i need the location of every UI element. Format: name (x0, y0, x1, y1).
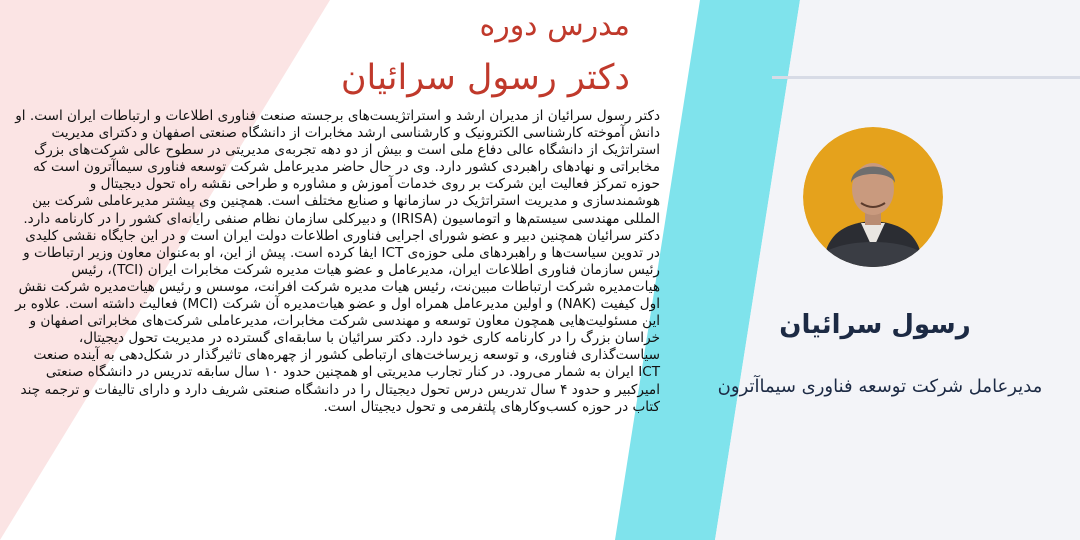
course-instructor-heading: مدرس دوره (479, 8, 630, 43)
instructor-name-heading: دکتر رسول سرائیان (340, 58, 630, 98)
person-title: مدیرعامل شرکت توسعه فناوری سیماآترون (717, 376, 1043, 397)
instructor-bio: دکتر رسول سرائیان از مدیران ارشد و استراتژیست‌های برجسته صنعت فناوری اطلاعات و ارتباطات ایران است. او دانش آموخته کارشناسی الکترونیک و کارشناسی ارشد مخابرات از دانشگاه صنعتی اصفهان و دکترای مدیریت استراتژیک از دانشگاه عالی دفاع ملی است و بیش از دو دهه تجربه‌ی مدیریتی در سطوح عالی شرکت‌های بزرگ مخابراتی و نهادهای راهبردی کشور دارد. وی در حال حاضر مدیرعامل شرکت توسعه فناوری سیماآترون است که حوزه تمرکز فعالیت این شرکت بر روی خدمات آموزش و مشاوره و طراحی نقشه راه تحول دیجیتال و هوشمندسازی و مدیریت استراتژیک در سازمانها و صنایع مختلف است. همچنین وی پیشتر مدیرعاملی شرکت بین المللی مهندسی سیستم‌ها و اتوماسیون (IRISA) و دبیرکلی سازمان نظام صنفی رایانه‌ای کشور را در کارنامه دارد. دکتر سرائیان همچنین دبیر و عضو شورای اجرایی فناوری اطلاعات دولت ایران است و در این جایگاه نقشی کلیدی در تدوین سیاست‌ها و راهبردهای ملی حوزه‌ی ICT ایفا کرده است. پیش از این، او به‌عنوان معاون وزیر ارتباطات و رئیس سازمان فناوری اطلاعات ایران، مدیرعامل و عضو هیات مدیره شرکت مخابرات ایران (TCI)، رئیس هیات‌مدیره شرکت ارتباطات مبین‌نت، رئیس هیات مدیره شرکت افرانت، موسس و رئیس هیات‌مدیره شرکت نقش اول کیفیت (NAK) و اولین مدیرعامل همراه اول و عضو هیات‌مدیره آن شرکت (MCI) فعالیت داشته است. علاوه بر این مسئولیت‌هایی همچون معاون توسعه و مهندسی شرکت مخابرات، مدیرعاملی شرکت‌های مخابراتی اصفهان و خراسان بزرگ را در کارنامه کاری خود دارد. دکتر سرائیان با سابقه‌ای گسترده در مدیریت تحول دیجیتال، سیاست‌گذاری فناوری، و توسعه زیرساخت‌های ارتباطی کشور از چهره‌های تاثیرگذار در شکل‌دهی به آینده صنعت ICT ایران به شمار می‌رود. در کنار تجارب مدیریتی او همچنین حدود ۱۰ سال سابقه تدریس در دانشگاه صنعتی امیرکبیر و حدود ۴ سال تدریس درس تحول دیجیتال را در دانشگاه صنعتی شریف دارد و دارای تالیفات و ترجمه چند کتاب در حوزه کسب‌وکارهای پلتفرمی و تحول دیجیتال است. (15, 108, 660, 415)
avatar (803, 127, 943, 267)
portrait-photo-icon (803, 127, 943, 267)
person-name: رسول سرائیان (779, 310, 971, 340)
